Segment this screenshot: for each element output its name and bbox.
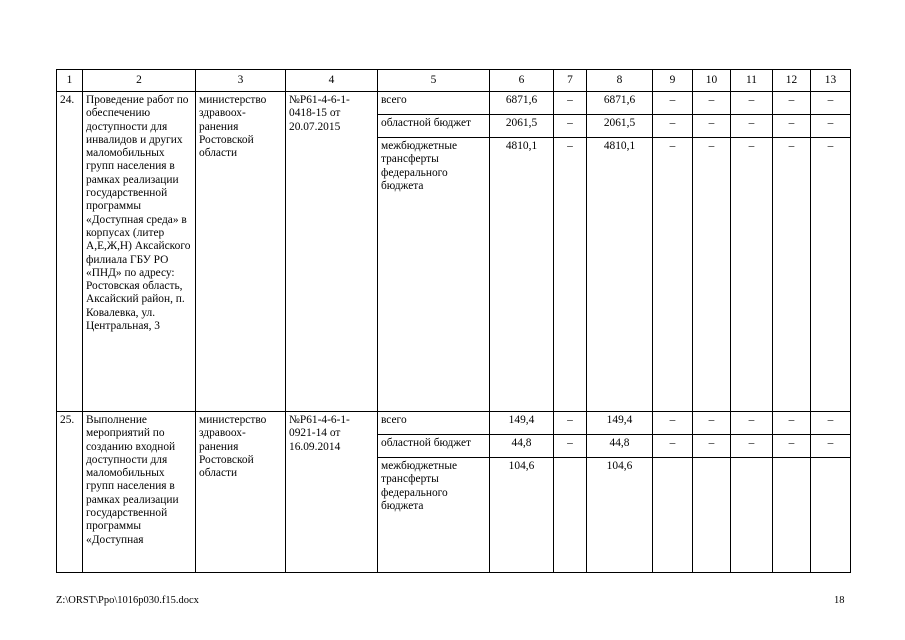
value-cell: –	[693, 412, 731, 435]
value-cell: –	[811, 412, 851, 435]
header-cell: 8	[587, 70, 653, 92]
value-cell: –	[693, 115, 731, 138]
header-cell: 12	[773, 70, 811, 92]
source-label: межбюджетные трансферты федерального бюджета	[378, 458, 490, 573]
value-cell: 2061,5	[587, 115, 653, 138]
ministry: министерство здравоох-ранения Ростовской области	[196, 412, 286, 573]
value-cell: 149,4	[490, 412, 554, 435]
header-cell: 13	[811, 70, 851, 92]
activity-name: Выполнение мероприятий по созданию входной доступности для маломобильных групп населения в рамках реализации государственной программы «Доступная	[83, 412, 196, 573]
value-cell: –	[554, 138, 587, 412]
value-cell: –	[811, 115, 851, 138]
value-cell: –	[554, 412, 587, 435]
value-cell	[554, 458, 587, 573]
value-cell: –	[554, 115, 587, 138]
row-number: 24.	[57, 92, 83, 412]
source-label: межбюджетные трансферты федерального бюджета	[378, 138, 490, 412]
header-cell: 11	[731, 70, 773, 92]
value-cell: –	[554, 435, 587, 458]
value-cell: –	[773, 138, 811, 412]
table-row	[57, 92, 851, 115]
value-cell: –	[693, 92, 731, 115]
header-cell: 4	[286, 70, 378, 92]
header-cell: 5	[378, 70, 490, 92]
header-cell: 7	[554, 70, 587, 92]
value-cell	[653, 458, 693, 573]
value-cell	[731, 458, 773, 573]
value-cell: 44,8	[490, 435, 554, 458]
header-cell: 1	[57, 70, 83, 92]
header-cell: 6	[490, 70, 554, 92]
value-cell: –	[811, 435, 851, 458]
value-cell: 104,6	[587, 458, 653, 573]
value-cell: 6871,6	[490, 92, 554, 115]
value-cell: –	[653, 435, 693, 458]
row-number: 25.	[57, 412, 83, 573]
value-cell: –	[653, 412, 693, 435]
header-cell: 2	[83, 70, 196, 92]
source-label: всего	[378, 92, 490, 115]
value-cell: –	[773, 412, 811, 435]
value-cell: –	[693, 138, 731, 412]
header-cell: 10	[693, 70, 731, 92]
document-ref: №Р61-4-6-1-0418-15 от 20.07.2015	[286, 92, 378, 412]
value-cell: –	[731, 138, 773, 412]
value-cell: 4810,1	[587, 138, 653, 412]
value-cell	[773, 458, 811, 573]
value-cell: 2061,5	[490, 115, 554, 138]
value-cell: –	[811, 92, 851, 115]
value-cell: –	[653, 115, 693, 138]
value-cell: –	[693, 435, 731, 458]
value-cell: –	[731, 412, 773, 435]
value-cell: –	[773, 115, 811, 138]
header-row	[57, 70, 851, 92]
value-cell: –	[773, 435, 811, 458]
source-label: областной бюджет	[378, 435, 490, 458]
value-cell: –	[554, 92, 587, 115]
table-row	[57, 412, 851, 435]
ministry: министерство здравоох-ранения Ростовской области	[196, 92, 286, 412]
value-cell: –	[653, 92, 693, 115]
value-cell: 6871,6	[587, 92, 653, 115]
document-ref: №Р61-4-6-1-0921-14 от 16.09.2014	[286, 412, 378, 573]
activity-name: Проведение работ по обеспечению доступности для инвалидов и других маломобильных групп населения в рамках реализации государственной программы «Доступная среда» в корпусах (литер А,Е,Ж,Н) Аксайского филиала ГБУ РО «ПНД» по адресу: Ростовская область, Аксайский район, п. Ковалевка, ул. Центральная, 3	[83, 92, 196, 412]
source-label: всего	[378, 412, 490, 435]
value-cell: –	[773, 92, 811, 115]
value-cell: –	[731, 115, 773, 138]
value-cell: 104,6	[490, 458, 554, 573]
header-cell: 3	[196, 70, 286, 92]
value-cell	[693, 458, 731, 573]
value-cell: –	[731, 92, 773, 115]
footer-file-path: Z:\ORST\Ppo\1016p030.f15.docx	[56, 595, 199, 606]
value-cell: –	[653, 138, 693, 412]
value-cell: 149,4	[587, 412, 653, 435]
value-cell: –	[811, 138, 851, 412]
value-cell: 44,8	[587, 435, 653, 458]
data-table	[56, 69, 851, 573]
value-cell: 4810,1	[490, 138, 554, 412]
page-number: 18	[834, 595, 845, 606]
header-cell: 9	[653, 70, 693, 92]
value-cell: –	[731, 435, 773, 458]
source-label: областной бюджет	[378, 115, 490, 138]
value-cell	[811, 458, 851, 573]
